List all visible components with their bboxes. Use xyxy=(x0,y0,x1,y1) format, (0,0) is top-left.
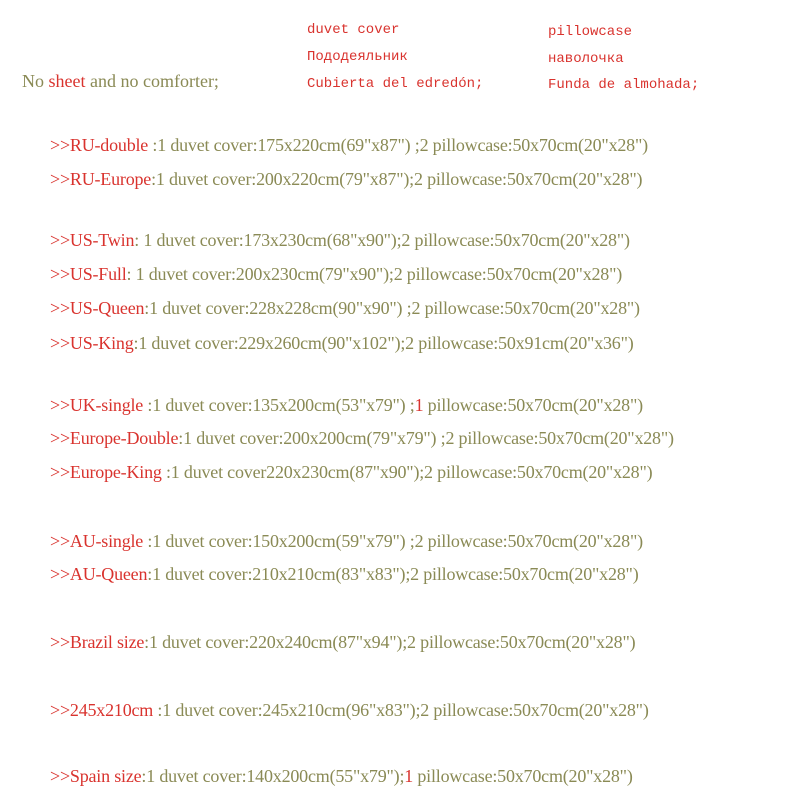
intro-suffix: and no comforter; xyxy=(85,71,219,91)
row-pillow-count: 1 xyxy=(414,395,424,415)
row-arrow: >> xyxy=(50,135,70,155)
row-duvet: 1 duvet cover:173x230cm(68"x90"); xyxy=(143,230,402,250)
row-duvet: 1 duvet cover:175x220cm(69"x87") ; xyxy=(157,135,420,155)
size-row-us-full xyxy=(50,264,622,285)
row-pillow-count: 2 xyxy=(445,428,455,448)
row-pillow-count: 2 xyxy=(413,169,423,189)
row-pillow-count: 2 xyxy=(401,230,411,250)
row-sep: : xyxy=(143,395,153,415)
row-sep: : xyxy=(151,169,156,189)
size-row-245x210 xyxy=(50,700,649,721)
row-duvet: 1 duvet cover:200x220cm(79"x87"); xyxy=(155,169,414,189)
row-duvet: 1 duvet cover:200x200cm(79"x79") ; xyxy=(183,428,446,448)
row-pillow-count: 2 xyxy=(424,462,433,482)
row-size-name: 245x210cm xyxy=(69,700,154,720)
row-pillow-count: 2 xyxy=(405,333,414,353)
size-row-us-twin xyxy=(50,230,630,251)
size-row-spain xyxy=(50,766,633,787)
row-size-name: US-King xyxy=(69,333,134,353)
row-size-name: Brazil size xyxy=(69,632,145,652)
row-size-name: Europe-King xyxy=(69,462,162,482)
row-pillow: pillowcase:50x70cm(20"x28") xyxy=(423,395,643,415)
row-sep: : xyxy=(153,700,163,720)
row-size-name: AU-single xyxy=(69,531,144,551)
row-pillow: pillowcase:50x70cm(20"x28") xyxy=(422,169,643,189)
size-row-au-queen xyxy=(50,564,639,585)
size-row-ru-double xyxy=(50,135,648,156)
row-size-name: US-Full xyxy=(69,264,127,284)
row-pillow: pillowcase:50x70cm(20"x28") xyxy=(402,264,623,284)
row-arrow: >> xyxy=(50,462,70,482)
row-pillow-count: 2 xyxy=(411,298,421,318)
row-duvet: 1 duvet cover:210x210cm(83"x83"); xyxy=(152,564,411,584)
size-row-europe-king xyxy=(50,462,652,483)
row-size-name: Spain size xyxy=(69,766,142,786)
row-pillow: pillowcase:50x91cm(20"x36") xyxy=(413,333,634,353)
row-duvet: 1 duvet cover:220x240cm(87"x94"); xyxy=(148,632,408,652)
size-row-us-king xyxy=(50,333,634,354)
row-size-name: UK-single xyxy=(69,395,144,415)
row-arrow: >> xyxy=(50,531,70,551)
row-sep: : xyxy=(133,333,139,353)
row-arrow: >> xyxy=(50,428,70,448)
row-pillow: pillowcase:50x70cm(20"x28") xyxy=(429,700,649,720)
row-pillow-count: 2 xyxy=(410,564,419,584)
row-size-name: US-Twin xyxy=(69,230,135,250)
row-duvet: 1 duvet cover:229x260cm(90"x102"); xyxy=(138,333,406,353)
row-sep: : xyxy=(148,135,158,155)
size-row-uk-single xyxy=(50,395,643,416)
row-duvet: 1 duvet cover:228x228cm(90"x90") ; xyxy=(149,298,412,318)
row-pillow: pillowcase:50x70cm(20"x28") xyxy=(418,564,639,584)
row-sep: : xyxy=(143,531,153,551)
size-row-brazil xyxy=(50,632,635,653)
intro-highlight: sheet xyxy=(48,71,86,91)
row-size-name: RU-Europe xyxy=(69,169,152,189)
row-arrow: >> xyxy=(50,766,70,786)
row-sep: : xyxy=(161,462,171,482)
row-arrow: >> xyxy=(50,298,70,318)
row-pillow-count: 2 xyxy=(414,531,424,551)
row-pillow-count: 2 xyxy=(407,632,416,652)
header-pillow-es: Funda de almohada; xyxy=(548,77,700,93)
row-duvet: 1 duvet cover:245x210cm(96"x83"); xyxy=(162,700,421,720)
row-size-name: Europe-Double xyxy=(69,428,179,448)
header-duvet-es: Cubierta del edredón; xyxy=(307,76,484,92)
row-duvet: 1 duvet cover:200x230cm(79"x90"); xyxy=(135,264,394,284)
row-pillow-count: 2 xyxy=(419,135,429,155)
row-size-name: AU-Queen xyxy=(69,564,148,584)
row-arrow: >> xyxy=(50,333,70,353)
row-sep: : xyxy=(134,230,144,250)
row-pillow: pillowcase:50x70cm(20"x28") xyxy=(420,298,640,318)
row-size-name: RU-double xyxy=(69,135,149,155)
size-row-europe-double xyxy=(50,428,674,449)
size-row-au-single xyxy=(50,531,643,552)
row-pillow-count: 2 xyxy=(393,264,403,284)
row-sep: : xyxy=(147,564,153,584)
row-duvet: 1 duvet cover:140x200cm(55"x79"); xyxy=(146,766,405,786)
row-pillow: pillowcase:50x70cm(20"x28") xyxy=(423,531,643,551)
row-pillow: pillowcase:50x70cm(20"x28") xyxy=(413,766,633,786)
intro-prefix: No xyxy=(22,71,49,91)
size-row-ru-europe xyxy=(50,169,642,190)
header-pillow-en: pillowcase xyxy=(548,24,633,40)
row-arrow: >> xyxy=(50,169,70,189)
row-pillow: pillowcase:50x70cm(20"x28") xyxy=(410,230,630,250)
row-pillow: pillowcase:50x70cm(20"x28") xyxy=(428,135,648,155)
row-pillow-count: 2 xyxy=(420,700,430,720)
row-sep: : xyxy=(144,632,149,652)
row-pillow: pillowcase:50x70cm(20"x28") xyxy=(415,632,636,652)
row-sep: : xyxy=(178,428,184,448)
header-duvet-ru: Пододеяльник xyxy=(307,49,408,65)
row-size-name: US-Queen xyxy=(69,298,145,318)
row-sep: : xyxy=(126,264,136,284)
row-pillow: pillowcase:50x70cm(20"x28") xyxy=(454,428,674,448)
row-sep: : xyxy=(141,766,147,786)
row-pillow-count: 1 xyxy=(404,766,414,786)
row-duvet: 1 duvet cover:150x200cm(59"x79") ; xyxy=(152,531,415,551)
row-arrow: >> xyxy=(50,264,70,284)
row-sep: : xyxy=(144,298,150,318)
row-arrow: >> xyxy=(50,564,70,584)
row-pillow: pillowcase:50x70cm(20"x28") xyxy=(432,462,653,482)
row-duvet: 1 duvet cover:135x200cm(53"x79") ; xyxy=(152,395,415,415)
row-duvet: 1 duvet cover220x230cm(87"x90"); xyxy=(170,462,425,482)
size-row-us-queen xyxy=(50,298,640,319)
row-arrow: >> xyxy=(50,230,70,250)
header-duvet-en: duvet cover xyxy=(307,22,400,38)
header-pillow-ru: наволочка xyxy=(548,51,624,67)
intro-note xyxy=(22,71,219,92)
row-arrow: >> xyxy=(50,700,70,720)
row-arrow: >> xyxy=(50,632,70,652)
row-arrow: >> xyxy=(50,395,70,415)
